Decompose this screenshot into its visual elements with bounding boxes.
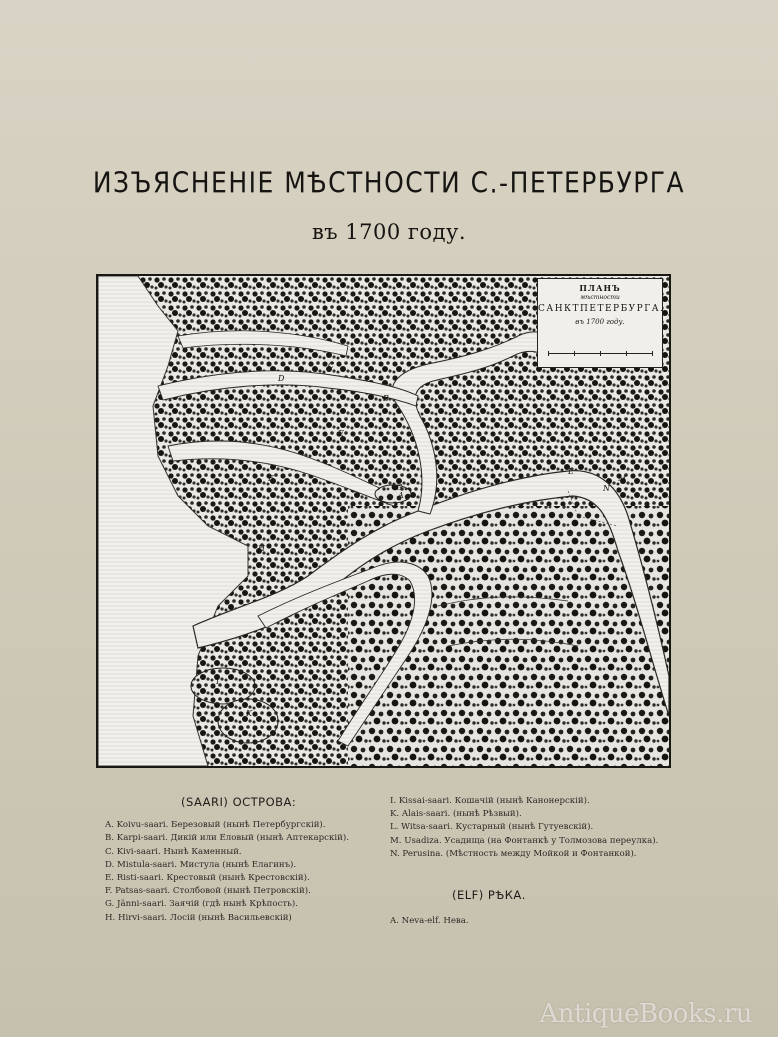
cartouche-line2: мѣстности	[580, 294, 620, 301]
legend-item: K. Alais-saari. (нынѣ Рѣзвый).	[390, 809, 522, 820]
map-letter-label: K	[246, 709, 252, 718]
map-letter-label: H	[258, 544, 265, 553]
map-letter-label: A	[398, 491, 404, 500]
legend-item: D. Mistula-saari. Мистула (нынѣ Елагинъ).	[105, 859, 297, 870]
map-letter-label: C	[328, 361, 335, 370]
legend-item: A. Koivu-saari. Березовый (нынѣ Петербургскій).	[105, 820, 326, 831]
legend-item: B. Karpi-saari. Дикій или Еловый (нынѣ Аптекарскій).	[105, 833, 349, 844]
map-letter-label: D	[278, 374, 285, 383]
map-letter-label: G	[396, 483, 403, 492]
legend-item: G. Jänni-saari. Заячій (гдѣ нынѣ Крѣпость).	[105, 899, 298, 910]
cartouche-line4: въ 1700 году.	[575, 318, 625, 326]
map-letter-label: N	[603, 484, 610, 493]
legend-item: E. Risti-saari. Крестовый (нынѣ Крестовскій).	[105, 873, 310, 884]
islands-legend	[105, 796, 375, 925]
islands-heading: (SAARI) ОСТРОВА:	[181, 795, 297, 809]
legend-item: N. Perusina. (Мѣстность между Мойкой и Фонтанкой).	[390, 848, 637, 859]
legend-item: M. Usadiza. Усадища (на Фонтанкѣ у Толмозова переулка).	[390, 835, 659, 846]
river-item: A. Neva-elf. Нева.	[390, 916, 469, 926]
legend-item: F. Patsas-saari. Столбовой (нынѣ Петровскій).	[105, 886, 311, 897]
legend-item: L. Witsa-saari. Кустарный (нынѣ Гутуевскій).	[390, 822, 594, 833]
map-scale-bar	[548, 353, 652, 357]
cartouche-title: ПЛАНЪ	[579, 283, 621, 293]
map-letter-label: F	[268, 474, 274, 483]
map-letter-label: L	[568, 467, 574, 476]
historical-map	[96, 274, 671, 768]
map-letter-label: B	[383, 394, 389, 403]
page-subtitle: въ 1700 году.	[311, 220, 467, 244]
legend-item: I. Kissai-saari. Кошачій (нынѣ Канонерскій).	[390, 796, 590, 806]
legend-item: H. Hirvi-saari. Лосій (нынѣ Васильевскій)	[105, 912, 292, 923]
map-cartouche	[537, 278, 663, 368]
watermark: AntiqueBooks.ru	[539, 999, 752, 1029]
page-title: ИЗЪЯСНЕНІЕ МѢСТНОСТИ С.-ПЕТЕРБУРГА	[92, 165, 686, 200]
islands-legend-continued	[390, 795, 660, 861]
map-letter-label: E	[338, 429, 344, 438]
cartouche-line3: САНКТПЕТЕРБУРГА.	[538, 304, 665, 314]
legend-item: C. Kivi-saari. Нынѣ Каменный.	[105, 846, 242, 857]
map-letter-label: M	[618, 474, 627, 483]
map-letter-label: I	[216, 677, 220, 686]
river-heading: (ELF) РѢКА.	[452, 888, 526, 902]
